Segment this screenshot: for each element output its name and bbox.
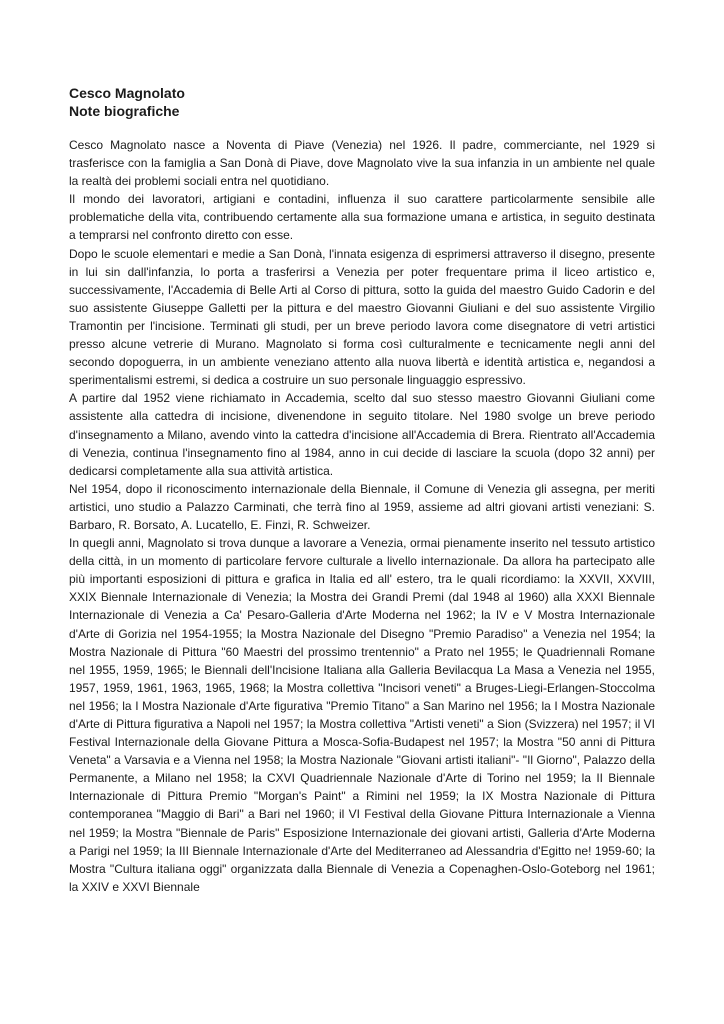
paragraph-studio: Nel 1954, dopo il riconoscimento internazionale della Biennale, il Comune di Venezia gli assegna, per meriti artistici, uno studio a Palazzo Carminati, che terrà fino al 1959, assieme ad altri giovani artisti veneziani: S. Barbaro, R. Borsato, A. Lucatello, E. Finzi, R. Schweizer.: [69, 481, 655, 532]
paragraph-influences: Il mondo dei lavoratori, artigiani e contadini, influenza il suo carattere particolarmente sensibile alle problematiche della vita, contribuendo certamente alla sua formazione umana e artistica, in seguito destinata a temprarsi nel confronto diretto con esse.: [69, 192, 655, 243]
paragraph-education: Dopo le scuole elementari e medie a San Donà, l'innata esigenza di esprimersi attraverso il disegno, presente in lui sin dall'infanzia, lo porta a trasferirsi a Venezia per poter frequentare prima il liceo artistico e, successivamente, l'Accademia di Belle Arti al Corso di pittura, sotto la guida del maestro Guido Cadorin e del suo assistente Giuseppe Galletti per la pittura e del maestro Giovanni Giuliani e del suo assistente Virgilio Tramontin per l'incisione. Terminati gli studi, per un breve periodo lavora come disegnatore di vetri artistici presso alcune vetrerie di Murano. Magnolato si forma così culturalmente e tecnicamente negli anni del secondo dopoguerra, in un ambiente veneziano attento alla nuova libertà e identità artistica e, negandosi a sperimentalismi estremi, si dedica a costruire un suo personale linguaggio espressivo.: [69, 246, 655, 388]
paragraph-teaching: A partire dal 1952 viene richiamato in Accademia, scelto dal suo stesso maestro Giovanni Giuliani come assistente alla cattedra di incisione, divenendone in seguito titolare. Nel 1980 svolge un breve periodo d'insegnamento a Milano, avendo vinto la cattedra d'incisione all'Accademia di Brera. Rientrato all'Accademia di Venezia, continua l'insegnamento fino al 1984, anno in cui decide di lasciare la scuola (dopo 32 anni) per dedicarsi completamente alla sua attività artistica.: [69, 391, 655, 478]
document-content: [69, 84, 655, 896]
paragraph-childhood: Cesco Magnolato nasce a Noventa di Piave (Venezia) nel 1926. Il padre, commerciante, nel 1929 si trasferisce con la famiglia a San Donà di Piave, dove Magnolato vive la sua infanzia in un ambiente nel quale la realtà dei problemi sociali entra nel quotidiano.: [69, 138, 655, 189]
document-subtitle: Note biografiche: [69, 103, 180, 119]
document-body: [69, 136, 655, 896]
document-title: Cesco Magnolato: [69, 85, 185, 101]
paragraph-exhibitions: In quegli anni, Magnolato si trova dunque a lavorare a Venezia, ormai pienamente inserito nel tessuto artistico della città, in un momento di particolare fervore culturale a livello internazionale. Da allora ha partecipato alle più importanti esposizioni di pittura e grafica in Italia ed all' estero, tra le quali ricordiamo: la XXVII, XXVIII, XXIX Biennale Internazionale di Venezia; la Mostra dei Grandi Premi (dal 1948 al 1960) alla XXXI Biennale Internazionale di Venezia a Ca' Pesaro-Galleria d'Arte Moderna nel 1962; la IV e V Mostra Internazionale d'Arte di Gorizia nel 1954-1955; la Mostra Nazionale del Disegno "Premio Paradiso" a Venezia nel 1954; la Mostra Nazionale di Pittura "60 Maestri del prossimo trentennio" a Prato nel 1955; le Quadriennali Romane nel 1955, 1959, 1965; le Biennali dell'Incisione Italiana alla Galleria Bevilacqua La Masa a Venezia nel 1955, 1957, 1959, 1961, 1963, 1965, 1968; la Mostra collettiva "Incisori veneti" a Bruges-Liegi-Erlangen-Stoccolma nel 1956; la I Mostra Nazionale d'Arte figurativa "Premio Titano" a San Marino nel 1956; la I Mostra Nazionale d'Arte di Pittura figurativa a Napoli nel 1957; la Mostra collettiva "Artisti veneti" a Sion (Svizzera) nel 1957; il VI Festival Internazionale della Giovane Pittura a Mosca-Sofia-Budapest nel 1957; la Mostra "50 anni di Pittura Veneta" a Varsavia e a Vienna nel 1958; la Mostra Nazionale "Giovani artisti italiani"- "Il Giorno", Palazzo della Permanente, a Milano nel 1958; la CXVI Quadriennale Nazionale d'Arte di Torino nel 1959; la II Biennale Internazionale di Pittura Premio "Morgan's Paint" a Rimini nel 1959; la IX Mostra Nazionale di Pittura contemporanea "Maggio di Bari" a Bari nel 1960; il VI Festival della Giovane Pittura Internazionale a Vienna nel 1959; la Mostra "Biennale de Paris" Esposizione Internazionale dei giovani artisti, Galleria d'Arte Moderna a Parigi nel 1959; la III Biennale Internazionale d'Arte del Mediterraneo ad Alessandria d'Egitto ne! 1959-60; la Mostra "Cultura italiana oggi" organizzata dalla Biennale di Venezia a Copenaghen-Oslo-Goteborg nel 1961; la XXIV e XXVI Biennale: [69, 536, 655, 894]
